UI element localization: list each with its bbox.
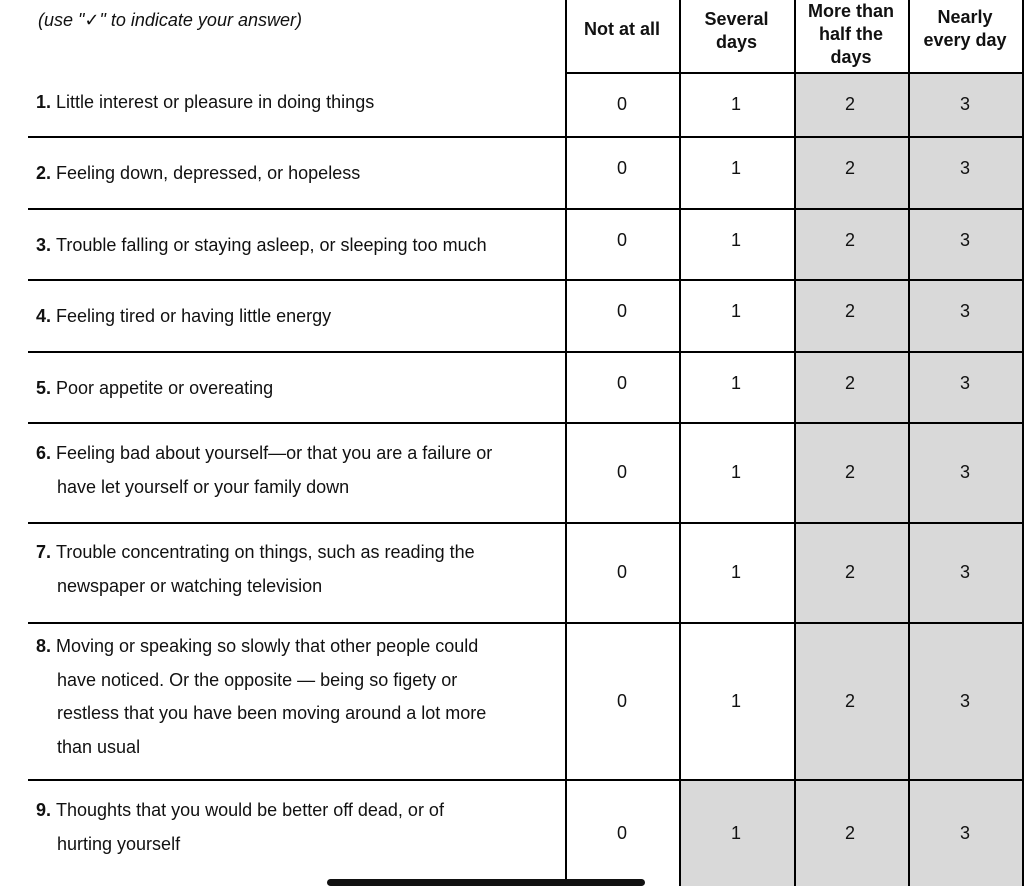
answer-option[interactable]: 3: [959, 690, 970, 711]
answer-option[interactable]: 1: [730, 462, 741, 482]
question-line: 9. Thoughts that you would be better off dead, or of: [36, 800, 444, 820]
column-divider: [565, 0, 567, 886]
column-divider: [908, 0, 910, 886]
column-divider: [794, 0, 796, 886]
question-text: [36, 86, 561, 120]
answer-option[interactable]: 0: [616, 373, 627, 393]
question-number: 5.: [36, 378, 57, 398]
question-line: have noticed. Or the opposite — being so figety or: [57, 669, 458, 690]
question-line: hurting yourself: [57, 833, 181, 854]
answer-option[interactable]: 1: [730, 690, 741, 711]
row-divider: [28, 208, 1022, 210]
answer-option[interactable]: 2: [844, 690, 855, 711]
question-line: have let yourself or your family down: [57, 476, 350, 497]
question-number: 2.: [36, 163, 57, 183]
question-text: [36, 300, 561, 334]
question-line: 1. Little interest or pleasure in doing things: [36, 92, 375, 112]
question-text: [36, 536, 561, 603]
answer-option[interactable]: 2: [844, 462, 855, 482]
answer-option[interactable]: 3: [959, 94, 970, 114]
question-line: 3. Trouble falling or staying asleep, or sleeping too much: [36, 235, 487, 255]
column-header: Several days: [704, 9, 769, 52]
question-number: 1.: [36, 92, 57, 112]
answer-option[interactable]: 1: [730, 301, 741, 321]
question-line: restless that you have been moving around a lot more: [57, 703, 487, 723]
row-divider: [28, 622, 1022, 624]
answer-option[interactable]: 1: [730, 562, 741, 582]
answer-option[interactable]: 3: [959, 822, 970, 843]
answer-option[interactable]: 3: [959, 562, 970, 582]
home-indicator[interactable]: [327, 879, 645, 886]
answer-option[interactable]: 0: [616, 562, 627, 582]
question-line: 7. Trouble concentrating on things, such as reading the: [36, 542, 475, 562]
column-header: Nearly every day: [923, 7, 1007, 50]
answer-option[interactable]: 2: [844, 158, 855, 178]
question-line: 8. Moving or speaking so slowly that other people could: [36, 636, 479, 656]
question-text: [36, 229, 561, 263]
question-text: [36, 157, 561, 191]
question-text: [36, 630, 561, 764]
answer-option[interactable]: 1: [730, 158, 741, 178]
question-line: 2. Feeling down, depressed, or hopeless: [36, 163, 361, 183]
question-line: 4. Feeling tired or having little energy: [36, 306, 332, 326]
answer-option[interactable]: 1: [730, 230, 741, 250]
answer-option[interactable]: 3: [959, 373, 970, 393]
row-divider: [28, 136, 1022, 138]
answer-option[interactable]: 0: [616, 462, 627, 482]
answer-option[interactable]: 2: [844, 301, 855, 321]
question-line: than usual: [57, 736, 141, 757]
question-text: [36, 794, 561, 861]
answer-option[interactable]: 0: [616, 822, 627, 843]
answer-option[interactable]: 2: [844, 230, 855, 250]
question-number: 7.: [36, 542, 57, 562]
row-divider: [28, 522, 1022, 524]
instruction-text: (use "✓" to indicate your answer): [38, 10, 302, 30]
answer-option[interactable]: 1: [730, 373, 741, 393]
question-line: newspaper or watching television: [57, 575, 323, 596]
answer-option[interactable]: 0: [616, 301, 627, 321]
answer-option[interactable]: 1: [730, 94, 741, 114]
question-number: 4.: [36, 306, 57, 326]
question-line: 5. Poor appetite or overeating: [36, 378, 274, 398]
answer-option[interactable]: 2: [844, 373, 855, 393]
answer-option[interactable]: 0: [616, 690, 627, 711]
answer-option[interactable]: 2: [844, 562, 855, 582]
row-divider: [28, 422, 1022, 424]
question-line: 6. Feeling bad about yourself—or that you are a failure or: [36, 443, 493, 463]
question-text: [36, 437, 561, 504]
question-number: 9.: [36, 800, 57, 820]
question-text: [36, 372, 561, 406]
answer-option[interactable]: 3: [959, 158, 970, 178]
answer-option[interactable]: 0: [616, 230, 627, 250]
row-divider: [28, 779, 1022, 781]
column-divider: [1022, 0, 1024, 886]
answer-option[interactable]: 3: [959, 301, 970, 321]
question-number: 3.: [36, 235, 57, 255]
question-number: 6.: [36, 443, 57, 463]
answer-option[interactable]: 1: [730, 822, 741, 843]
answer-option[interactable]: 3: [959, 230, 970, 250]
column-header: More than half the days: [807, 1, 894, 67]
column-header: Not at all: [583, 19, 660, 39]
row-divider: [28, 279, 1022, 281]
answer-option[interactable]: 2: [844, 94, 855, 114]
answer-option[interactable]: 3: [959, 462, 970, 482]
question-number: 8.: [36, 636, 57, 656]
answer-option[interactable]: 2: [844, 822, 855, 843]
row-divider: [28, 351, 1022, 353]
answer-option[interactable]: 0: [616, 94, 627, 114]
column-divider: [679, 0, 681, 886]
answer-option[interactable]: 0: [616, 158, 627, 178]
